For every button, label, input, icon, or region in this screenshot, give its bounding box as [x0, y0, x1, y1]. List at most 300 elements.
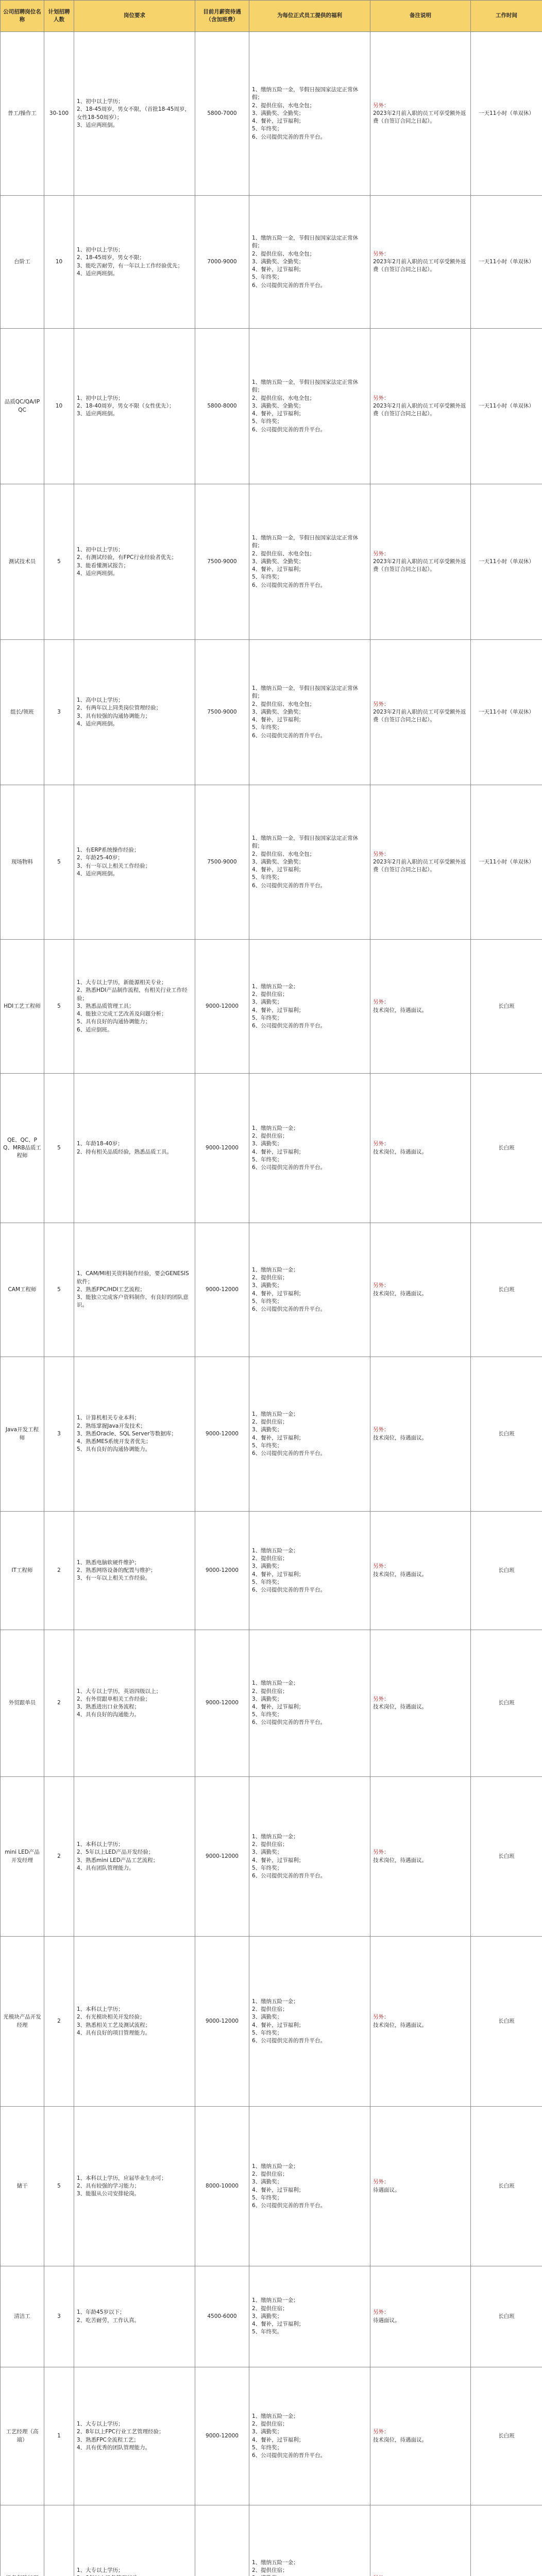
benefit-line: 2、提供住宿； — [252, 1275, 288, 1281]
header-row — [1, 1, 542, 32]
note-text: 技术岗位，待遇面议。 — [373, 2022, 427, 2028]
benefit-line: 6、公司提供完善的晋升平台。 — [252, 582, 326, 588]
requirement-line: 1、初中以上学历； — [77, 247, 124, 253]
header-salary: 目前月薪资待遇（含加班费） — [195, 1, 249, 32]
job-count: 5 — [57, 858, 61, 865]
note-text: 技术岗位，待遇面议。 — [373, 2436, 427, 2443]
requirement-line: 2、吃苦耐劳，工作认真。 — [77, 2317, 140, 2324]
requirement-line: 2、18-45周岁，男女不限； — [77, 255, 145, 261]
job-name-cell — [1, 785, 44, 940]
job-hours-cell — [471, 484, 542, 640]
job-count-cell — [44, 1777, 74, 1937]
job-count: 5 — [57, 1003, 61, 1009]
job-benefits-cell — [249, 1357, 370, 1512]
benefit-line: 5、年终奖； — [252, 1579, 283, 1585]
job-name: 品质QC/QA/IPQC — [4, 399, 40, 413]
job-count: 5 — [57, 1144, 61, 1151]
requirement-line: 1、初中以上学历； — [77, 395, 124, 401]
job-name: mini LED产品开发经理 — [5, 1849, 40, 1863]
header-hours: 工作时间 — [471, 1, 542, 32]
note-highlight: 另外： — [373, 701, 389, 707]
requirement-line: 3、能看懂测试报告； — [77, 562, 129, 569]
job-hours-cell — [471, 2266, 542, 2367]
job-name: HDI工艺工程师 — [4, 1003, 41, 1009]
job-salary-cell — [195, 1223, 249, 1357]
job-benefits-cell — [249, 940, 370, 1074]
requirement-line: 3、能独立完成客户资料制作，有良好的团队意识。 — [77, 1294, 189, 1309]
job-hours: 长白班 — [498, 1567, 515, 1573]
job-count: 10 — [55, 402, 63, 409]
benefit-line: 4、餐补，过节福利； — [252, 867, 304, 873]
job-name: QE、QC、PQ、MRB品质工程师 — [3, 1137, 41, 1159]
job-hours: 长白班 — [498, 2018, 515, 2024]
job-requirements-cell — [74, 484, 195, 640]
requirement-line: 4、适应两班倒。 — [77, 720, 118, 727]
benefit-line: 1、缴纳五险一金，节假日按国家法定正常休假； — [252, 87, 359, 101]
job-hours: 长白班 — [498, 2313, 515, 2319]
requirement-line: 3、熟悉相关工艺及测试流程； — [77, 2022, 151, 2028]
note-text: 2023年2月前入职的员工可享受额外返费（自签订合同之日起）。 — [373, 258, 466, 273]
requirement-line: 2、8年以上FPC行业工艺管理经验； — [77, 2429, 164, 2435]
requirement-line: 4、能独立完成工艺改善及问题分析； — [77, 1011, 167, 1018]
requirement-line: 4、具有良好的项目管理能力。 — [77, 2029, 151, 2036]
table-row — [1, 1223, 542, 1357]
job-count: 2 — [57, 2018, 61, 2024]
job-count-cell — [44, 1074, 74, 1223]
benefit-line: 5、年终奖； — [252, 724, 283, 731]
table-header — [1, 1, 542, 32]
benefit-line: 3、满勤奖； — [252, 2429, 283, 2435]
benefit-line: 2、提供住宿； — [252, 991, 288, 998]
benefit-line: 2、提供住宿； — [252, 2171, 288, 2178]
job-note-cell — [370, 785, 471, 940]
job-count-cell — [44, 1630, 74, 1777]
note-text: 技术岗位，待遇面议。 — [373, 1434, 427, 1441]
job-name-cell — [1, 1512, 44, 1630]
benefit-line: 5、年终奖； — [252, 1442, 283, 1449]
note-text: 待遇面议。 — [373, 2187, 400, 2193]
requirement-line: 1、熟悉电脑软硬件维护； — [77, 1559, 140, 1566]
requirement-line: 3、熟悉品质管理工具； — [77, 1003, 134, 1009]
job-count-cell — [44, 1937, 74, 2107]
table-row — [1, 196, 542, 329]
requirement-line: 4、适应两班倒。 — [77, 870, 118, 877]
job-hours: 一天11小时（单双休） — [479, 110, 534, 116]
table-row — [1, 640, 542, 785]
job-note-cell — [370, 329, 471, 484]
job-salary-cell — [195, 1630, 249, 1777]
job-requirements-cell — [74, 32, 195, 196]
benefit-line: 1、缴纳五险一金； — [252, 1547, 299, 1554]
job-name-cell — [1, 2505, 44, 2576]
benefit-line: 6、公司提供完善的晋升平台。 — [252, 2037, 326, 2044]
job-name-cell — [1, 484, 44, 640]
table-row — [1, 484, 542, 640]
job-salary: 9000-12000 — [206, 1567, 239, 1573]
benefit-line: 4、餐补，过节福利； — [252, 2436, 304, 2443]
benefit-line: 6、公司提供完善的晋升平台。 — [252, 2452, 326, 2459]
benefit-line: 6、公司提供完善的晋升平台。 — [252, 1719, 326, 1726]
job-salary: 9000-12000 — [206, 1700, 239, 1706]
requirement-line: 1、本科以上学历，应届毕业生亦可； — [77, 2175, 167, 2181]
requirement-line: 1、初中以上学历； — [77, 98, 124, 105]
benefit-line: 6、公司提供完善的晋升平台。 — [252, 732, 326, 739]
job-hours: 长白班 — [498, 1853, 515, 1859]
requirement-line: 2、熟悉网络设备的配置与维护； — [77, 1567, 156, 1573]
benefit-line: 5、年终奖； — [252, 1014, 283, 1021]
job-count-cell — [44, 785, 74, 940]
job-salary: 5800-8000 — [207, 402, 237, 409]
benefit-line: 2、提供住宿； — [252, 1555, 288, 1562]
job-requirements-cell — [74, 2107, 195, 2266]
job-hours: 长白班 — [498, 1700, 515, 1706]
note-highlight: 另外： — [373, 2429, 389, 2435]
job-requirements-cell — [74, 940, 195, 1074]
job-hours: 长白班 — [498, 2432, 515, 2439]
table-row — [1, 940, 542, 1074]
table-row — [1, 2367, 542, 2505]
job-requirements-cell — [74, 1223, 195, 1357]
job-count: 2 — [57, 1853, 61, 1859]
requirement-line: 3、适应两班倒。 — [77, 122, 118, 128]
note-highlight: 另外： — [373, 1427, 389, 1433]
job-requirements-cell — [74, 2505, 195, 2576]
job-salary-cell — [195, 940, 249, 1074]
job-salary-cell — [195, 329, 249, 484]
benefit-line: 3、满勤奖、全勤奖； — [252, 402, 304, 409]
job-hours-cell — [471, 2367, 542, 2505]
job-salary: 9000-12000 — [206, 1003, 239, 1009]
table-row — [1, 785, 542, 940]
job-salary-cell — [195, 32, 249, 196]
benefit-line: 2、提供住宿； — [252, 2421, 288, 2428]
job-requirements-cell — [74, 2367, 195, 2505]
benefit-line: 3、满勤奖； — [252, 1849, 283, 1856]
benefit-line: 2、提供住宿； — [252, 1133, 288, 1140]
job-benefits-cell — [249, 2505, 370, 2576]
job-count-cell — [44, 329, 74, 484]
benefit-line: 6、公司提供完善的晋升平台。 — [252, 1872, 326, 1879]
job-salary: 7500-9000 — [207, 708, 237, 715]
benefit-line: 4、餐补，过节福利； — [252, 2022, 304, 2028]
job-benefits-cell — [249, 1777, 370, 1937]
job-count-cell — [44, 1223, 74, 1357]
job-count-cell — [44, 484, 74, 640]
job-hours-cell — [471, 196, 542, 329]
job-name-cell — [1, 32, 44, 196]
job-name-cell — [1, 1357, 44, 1512]
job-salary: 7000-9000 — [207, 258, 237, 265]
job-salary: 5800-7000 — [207, 110, 237, 116]
job-salary: 7500-9000 — [207, 858, 237, 865]
job-salary-cell — [195, 1937, 249, 2107]
benefit-line: 2、提供住宿； — [252, 1841, 288, 1848]
header-notes: 备注说明 — [370, 1, 471, 32]
benefit-line: 1、缴纳五险一金； — [252, 1833, 299, 1840]
job-count-cell — [44, 2367, 74, 2505]
job-requirements-cell — [74, 1630, 195, 1777]
requirement-line: 5、具有良好的沟通协调能力； — [77, 1019, 151, 1025]
benefit-line: 2、提供住宿、水电全包； — [252, 250, 315, 257]
benefit-line: 5、年终奖； — [252, 574, 283, 581]
job-count-cell — [44, 32, 74, 196]
benefit-line: 4、餐补，过节福利； — [252, 2187, 304, 2193]
job-benefits-cell — [249, 196, 370, 329]
requirement-line: 1、初中以上学历； — [77, 547, 124, 553]
benefit-line: 1、缴纳五险一金，节假日按国家法定正常休假； — [252, 685, 359, 700]
benefit-line: 1、缴纳五险一金； — [252, 2413, 299, 2419]
job-salary-cell — [195, 1357, 249, 1512]
job-benefits-cell — [249, 2367, 370, 2505]
benefit-line: 3、满勤奖、全勤奖； — [252, 708, 304, 715]
requirement-line: 4、适应两班倒。 — [77, 570, 118, 577]
benefit-line: 5、年终奖； — [252, 418, 283, 425]
benefit-line: 4、餐补，过节福利； — [252, 1007, 304, 1013]
benefit-line: 4、餐补，过节福利； — [252, 118, 304, 125]
job-count-cell — [44, 940, 74, 1074]
benefit-line: 4、餐补，过节福利； — [252, 1571, 304, 1578]
job-note-cell — [370, 484, 471, 640]
requirement-line: 4、适应两班倒。 — [77, 270, 118, 277]
job-name-cell — [1, 640, 44, 785]
job-benefits-cell — [249, 32, 370, 196]
job-salary: 9000-12000 — [206, 1430, 239, 1437]
job-name: 光模块产品开发经理 — [3, 2014, 41, 2028]
job-benefits-cell — [249, 1512, 370, 1630]
job-hours: 一天11小时（单双休） — [479, 858, 534, 865]
job-salary: 9000-12000 — [206, 2018, 239, 2024]
job-name: 清洁工 — [14, 2313, 30, 2319]
job-count: 10 — [55, 258, 63, 265]
job-hours: 长白班 — [498, 2182, 515, 2189]
job-hours-cell — [471, 640, 542, 785]
benefit-line: 3、满勤奖； — [252, 1563, 283, 1570]
benefit-line: 1、缴纳五险一金； — [252, 983, 299, 990]
job-note-cell — [370, 1937, 471, 2107]
job-salary: 9000-12000 — [206, 1144, 239, 1151]
note-text: 技术岗位，待遇面议。 — [373, 1148, 427, 1155]
job-salary-cell — [195, 2505, 249, 2576]
job-name-cell — [1, 1777, 44, 1937]
benefit-line: 3、满勤奖、全勤奖； — [252, 858, 304, 865]
benefit-line: 3、满勤奖； — [252, 999, 283, 1006]
benefit-line: 1、缴纳五险一金，节假日按国家法定正常休假； — [252, 535, 359, 549]
table-body — [1, 32, 542, 2576]
benefit-line: 3、满勤奖； — [252, 1141, 283, 1147]
benefit-line: 4、餐补，过节福利； — [252, 1434, 304, 1441]
requirement-line: 2、熟练掌握Java开发技术； — [77, 1422, 146, 1429]
benefit-line: 6、公司提供完善的晋升平台。 — [252, 1164, 326, 1171]
table-row — [1, 2107, 542, 2266]
requirement-line: 4、具有团队管理能力。 — [77, 1865, 134, 1871]
benefit-line: 2、提供住宿； — [252, 2567, 288, 2574]
job-requirements-cell — [74, 329, 195, 484]
benefit-line: 5、年终奖； — [252, 2029, 283, 2036]
note-highlight: 另外： — [373, 1282, 389, 1289]
job-hours-cell — [471, 2107, 542, 2266]
benefit-line: 6、公司提供完善的晋升平台。 — [252, 882, 326, 889]
requirement-line: 4、具有良好的沟通能力。 — [77, 1711, 140, 1718]
note-highlight: 另外： — [373, 250, 389, 257]
job-name: 工艺经理（高端） — [6, 2429, 39, 2443]
requirement-line: 3、能服从公司安排轮岗。 — [77, 2191, 140, 2197]
job-hours-cell — [471, 329, 542, 484]
requirement-line: 2、持有相关品质经验，熟悉品质工具。 — [77, 1148, 173, 1155]
benefit-line: 2、提供住宿、水电全包； — [252, 851, 315, 857]
job-count-cell — [44, 1512, 74, 1630]
job-hours-cell — [471, 940, 542, 1074]
job-count: 1 — [57, 2432, 61, 2439]
job-hours-cell — [471, 1937, 542, 2107]
job-benefits-cell — [249, 1223, 370, 1357]
requirement-line: 4、具有优秀的团队管理能力。 — [77, 2444, 151, 2451]
job-requirements-cell — [74, 196, 195, 329]
requirement-line: 3、能吃苦耐劳，有一年以上工作经验优先； — [77, 262, 183, 269]
requirement-line: 2、年龄25-40岁； — [77, 855, 123, 861]
note-highlight: 另外： — [373, 102, 389, 109]
benefit-line: 6、公司提供完善的晋升平台。 — [252, 1306, 326, 1312]
benefit-line: 3、满勤奖； — [252, 2014, 283, 2021]
table-row — [1, 1074, 542, 1223]
job-count: 2 — [57, 1700, 61, 1706]
requirement-line: 2、有两年以上同类岗位管理经验； — [77, 705, 162, 711]
benefit-line: 5、年终奖。 — [252, 2329, 283, 2335]
note-text: 技术岗位，待遇面议。 — [373, 1290, 427, 1297]
benefit-line: 1、缴纳五险一金，节假日按国家法定正常休假； — [252, 379, 359, 394]
job-hours-cell — [471, 1074, 542, 1223]
job-name-cell — [1, 940, 44, 1074]
job-note-cell — [370, 2505, 471, 2576]
job-salary: 9000-12000 — [206, 1286, 239, 1293]
note-text: 2023年2月前入职的员工可享受额外返费（自签订合同之日起）。 — [373, 708, 466, 723]
job-hours-cell — [471, 1777, 542, 1937]
requirement-line: 4、熟悉MES系统开发者优先； — [77, 1438, 151, 1445]
job-count: 3 — [57, 2313, 61, 2319]
benefit-line: 4、餐补，过节福利； — [252, 1857, 304, 1863]
job-count-cell — [44, 2266, 74, 2367]
requirement-line: 3、熟悉进出口业务流程； — [77, 1704, 140, 1710]
benefit-line: 2、提供住宿； — [252, 1419, 288, 1426]
note-highlight: 另外： — [373, 851, 389, 857]
job-name: 测试技术员 — [8, 558, 36, 565]
benefit-line: 2、提供住宿、水电全包； — [252, 102, 315, 109]
benefit-line: 2、提供住宿、水电全包； — [252, 550, 315, 557]
job-hours-cell — [471, 1357, 542, 1512]
benefit-line: 5、年终奖； — [252, 874, 283, 881]
requirement-line: 2、18-45周岁，男女不限，（首批18-45周岁，女性18-50周岁）； — [77, 106, 190, 121]
job-count-cell — [44, 196, 74, 329]
note-text: 2023年2月前入职的员工可享受额外返费（自签订合同之日起）。 — [373, 558, 466, 573]
job-requirements-cell — [74, 1357, 195, 1512]
benefit-line: 6、公司提供完善的晋升平台。 — [252, 1450, 326, 1456]
job-count: 5 — [57, 558, 61, 565]
job-hours-cell — [471, 2505, 542, 2576]
job-note-cell — [370, 1630, 471, 1777]
note-text: 技术岗位，待遇面议。 — [373, 1704, 427, 1710]
job-name-cell — [1, 2367, 44, 2505]
job-salary-cell — [195, 2266, 249, 2367]
requirement-line: 1、年龄18-40岁； — [77, 1141, 123, 1147]
job-benefits-cell — [249, 1074, 370, 1223]
requirement-line: 3、熟悉FPC全流程工艺； — [77, 2436, 139, 2443]
requirement-line: 5、具有良好的沟通协调能力。 — [77, 1446, 151, 1453]
job-note-cell — [370, 32, 471, 196]
requirement-line: 1、年龄45岁以下； — [77, 2309, 125, 2316]
benefit-line: 6、公司提供完善的晋升平台。 — [252, 1586, 326, 1593]
benefit-line: 2、提供住宿； — [252, 1688, 288, 1694]
job-note-cell — [370, 2367, 471, 2505]
benefit-line: 3、满勤奖； — [252, 1696, 283, 1702]
table-row — [1, 2505, 542, 2576]
benefit-line: 2、提供住宿、水电全包； — [252, 701, 315, 707]
job-hours-cell — [471, 1512, 542, 1630]
benefit-line: 2、提供住宿、水电全包； — [252, 395, 315, 401]
note-text: 技术岗位，待遇面议。 — [373, 1857, 427, 1863]
benefit-line: 4、餐补，过节福利； — [252, 1704, 304, 1710]
requirement-line: 2、熟悉FPC/HDI工艺流程； — [77, 1286, 145, 1293]
note-highlight: 另外： — [373, 1141, 389, 1147]
job-name-cell — [1, 1937, 44, 2107]
benefit-line: 4、餐补，过节福利； — [252, 266, 304, 273]
job-benefits-cell — [249, 2266, 370, 2367]
job-count-cell — [44, 2505, 74, 2576]
job-name-cell — [1, 1074, 44, 1223]
job-note-cell — [370, 1074, 471, 1223]
job-count: 3 — [57, 1430, 61, 1437]
table-row — [1, 1937, 542, 2107]
job-count: 2 — [57, 1567, 61, 1573]
benefit-line: 5、年终奖； — [252, 2444, 283, 2451]
job-hours: 一天11小时（单双休） — [479, 402, 534, 409]
job-requirements-cell — [74, 1074, 195, 1223]
requirement-line: 2、5年以上LED产品开发经验； — [77, 1849, 154, 1856]
benefit-line: 3、满勤奖、全勤奖； — [252, 258, 304, 265]
benefit-line: 4、餐补，过节福利； — [252, 1290, 304, 1297]
requirement-line: 2、有光模块相关开发经验； — [77, 2014, 145, 2021]
job-name-cell — [1, 1630, 44, 1777]
job-name: Java开发工程师 — [5, 1427, 39, 1441]
job-name-cell — [1, 1223, 44, 1357]
requirement-line: 1、有ERP系统操作经验； — [77, 847, 140, 854]
job-benefits-cell — [249, 785, 370, 940]
job-benefits-cell — [249, 2107, 370, 2266]
benefit-line: 1、缴纳五险一金； — [252, 1125, 299, 1131]
job-hours: 一天11小时（单双休） — [479, 558, 534, 565]
requirement-line: 2、具有较强的学习能力； — [77, 2182, 140, 2189]
requirement-line: 2、18-40周岁，男女不限（女性优先）； — [77, 402, 175, 409]
requirement-line: 1、本科以上学历； — [77, 1841, 124, 1848]
header-benefits: 为每位正式员工提供的福利 — [249, 1, 370, 32]
requirement-line: 3、具有较强的沟通协调能力； — [77, 713, 151, 719]
benefit-line: 1、缴纳五险一金； — [252, 1680, 299, 1687]
job-note-cell — [370, 196, 471, 329]
job-name-cell — [1, 196, 44, 329]
job-count: 5 — [57, 1286, 61, 1293]
job-name: 储干 — [16, 2182, 28, 2189]
requirement-line: 3、有一年以上相关工作经验； — [77, 862, 151, 869]
benefit-line: 2、提供住宿； — [252, 2006, 288, 2013]
note-text: 技术岗位，待遇面议。 — [373, 1571, 427, 1578]
job-name-cell — [1, 2266, 44, 2367]
job-hours: 长白班 — [498, 1286, 515, 1293]
job-note-cell — [370, 640, 471, 785]
job-salary-cell — [195, 1777, 249, 1937]
job-name-cell — [1, 2107, 44, 2266]
benefit-line: 1、缴纳五险一金； — [252, 1266, 299, 1273]
job-hours-cell — [471, 1630, 542, 1777]
job-salary-cell — [195, 196, 249, 329]
benefit-line: 5、年终奖； — [252, 2194, 283, 2201]
